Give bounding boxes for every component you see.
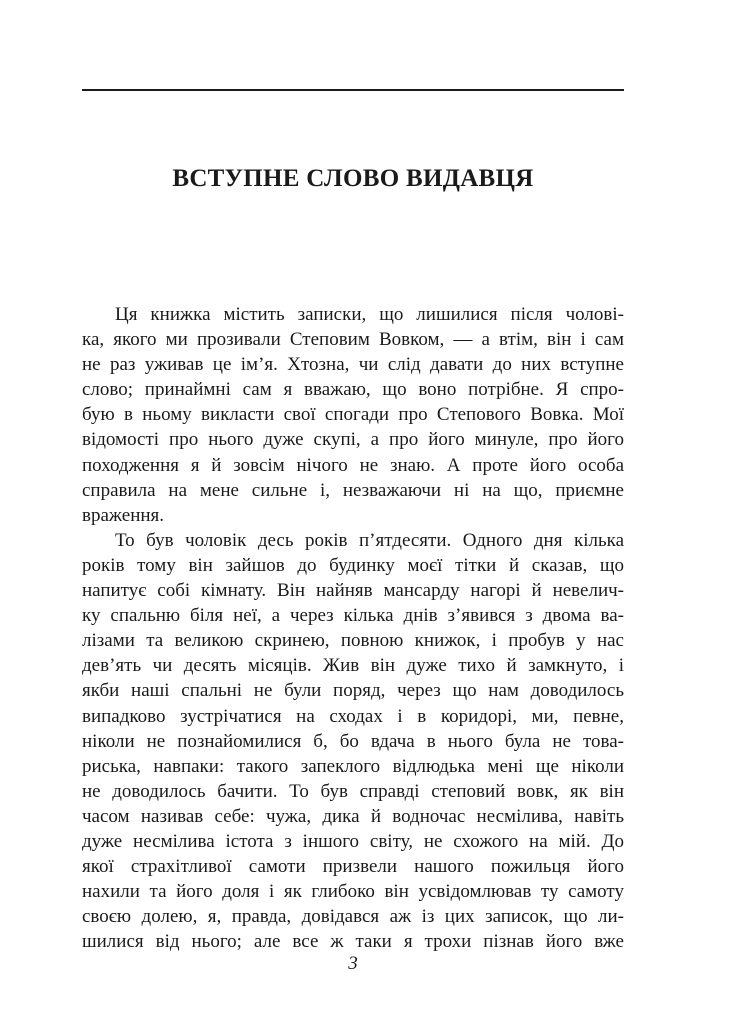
text-line: якої страхітливої самоти призвели нашого пожильця його (82, 856, 624, 878)
text-line: справила на мене сильне і, незважаючи ні на що, приємне (82, 479, 624, 501)
text-line: ку спальню біля неї, а через кілька днів з’явився з двома ва- (82, 605, 624, 627)
text-line: відомості про нього дуже скупі, а про його минуле, про його (82, 429, 624, 451)
text-line: дев’ять чи десять місяців. Жив він дуже тихо й замкнуто, і (82, 655, 624, 677)
text-line: ніколи не познайомилися б, бо вдача в нього була не това- (82, 730, 624, 752)
body-text (82, 302, 624, 954)
text-line: напитує собі кімнату. Він найняв мансарду нагорі й невелич- (82, 580, 624, 602)
text-line: випадково зустрічатися на сходах і в коридорі, ми, певне, (82, 705, 624, 727)
text-line: своєю долею, я, правда, довідався аж із цих записок, що ли- (82, 906, 624, 928)
text-line: дуже несмілива істота з іншого світу, не схожого на мій. До (82, 830, 624, 852)
page-number: 3 (348, 953, 358, 974)
text-line: якби наші спальні не були поряд, через що нам доводилось (82, 680, 624, 702)
text-line: риська, навпаки: такого запеклого відлюдька мені ще ніколи (82, 755, 624, 777)
text-line: часом називав себе: чужа, дика й водночас несмілива, навіть (82, 805, 624, 827)
text-line: нахили та його доля і як глибоко він усвідомлював ту самоту (82, 881, 624, 903)
top-rule (82, 89, 624, 91)
text-line: шилися від нього; але все ж таки я трохи пізнав його вже (82, 931, 624, 953)
text-line: не доводилось бачити. То був справді степовий вовк, як він (82, 780, 624, 802)
text-line: ка, якого ми прозивали Степовим Вовком, — а втім, він і сам (82, 329, 624, 351)
text-line: лізами та великою скринею, повною книжок, і пробув у нас (82, 630, 624, 652)
text-line: Ця книжка містить записки, що лишилися після чолові- (115, 304, 624, 325)
text-line: не раз уживав це ім’я. Хтозна, чи слід давати до них вступне (82, 354, 624, 376)
text-line: враження. (82, 504, 165, 526)
text-line: років тому він зайшов до будинку моєї тітки й сказав, що (82, 554, 624, 576)
text-line: походження я й зовсім нічого не знаю. А проте його особа (82, 454, 624, 476)
text-line: То був чоловік десь років п’ятдесяти. Одного дня кілька (115, 529, 624, 551)
text-line: бую в ньому викласти свої спогади про Степового Вовка. Мої (82, 404, 624, 426)
text-line: слово; принаймні сам я вважаю, що воно потрібне. Я спро- (82, 379, 624, 401)
chapter-title: ВСТУПНЕ СЛОВО ВИДАВЦЯ (172, 165, 534, 192)
